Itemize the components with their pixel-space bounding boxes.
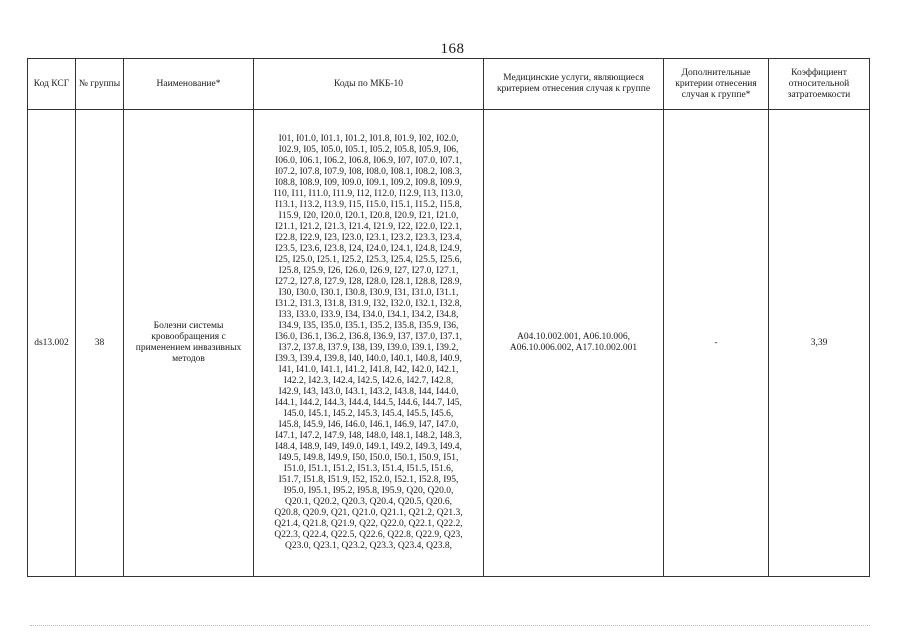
- mkb-code-line: I51.7, I51.8, I51.9, I52, I52.0, I52.1, I52.8, I95,: [278, 475, 459, 485]
- mkb-code-line: I31.2, I31.3, I31.8, I31.9, I32, I32.0, I32.1, I32.8,: [275, 299, 462, 309]
- mkb-code-line: I02.9, I05, I05.0, I05.1, I05.2, I05.8, I05.9, I06,: [278, 145, 459, 155]
- ksg-table: [27, 58, 870, 577]
- mkb-code-line: I39.3, I39.4, I39.8, I40, I40.0, I40.1, I40.8, I40.9,: [275, 354, 462, 364]
- service-code-line: A04.10.002.001, A06.10.006,: [517, 332, 630, 342]
- mkb-code-line: I08.8, I08.9, I09, I09.0, I09.1, I09.2, I09.8, I09.9,: [275, 178, 462, 188]
- header-services: Медицинские услуги, являющиеся критерием отнесения случая к группе: [484, 59, 664, 110]
- mkb-code-line: I44.1, I44.2, I44.3, I44.4, I44.5, I44.6, I44.7, I45,: [275, 398, 462, 408]
- mkb-code-line: I51.0, I51.1, I51.2, I51.3, I51.4, I51.5, I51.6,: [283, 464, 454, 474]
- header-code: Код КСГ: [28, 59, 76, 110]
- mkb-code-line: I25, I25.0, I25.1, I25.2, I25.3, I25.4, I25.5, I25.6,: [275, 255, 462, 265]
- table-header-row: [28, 59, 870, 110]
- mkb-code-line: I22.8, I22.9, I23, I23.0, I23.1, I23.2, I23.3, I23.4,: [275, 233, 462, 243]
- cell-name: Болезни системы кровообращения с применением инвазивных методов: [124, 110, 254, 577]
- header-name: Наименование*: [124, 59, 254, 110]
- header-mkb: Коды по МКБ-10: [254, 59, 484, 110]
- mkb-code-line: I95.0, I95.1, I95.2, I95.8, I95.9, Q20, Q20.0,: [283, 486, 454, 496]
- mkb-code-line: I30, I30.0, I30.1, I30.8, I30.9, I31, I31.0, I31.1,: [278, 288, 459, 298]
- cell-services: [484, 110, 664, 577]
- mkb-code-line: I06.0, I06.1, I06.2, I06.8, I06.9, I07, I07.0, I07.1,: [275, 156, 462, 166]
- mkb-code-line: Q20.1, Q20.2, Q20.3, Q20.4, Q20.5, Q20.6,: [284, 497, 453, 507]
- mkb-code-line: I36.0, I36.1, I36.2, I36.8, I36.9, I37, I37.0, I37.1,: [275, 332, 462, 342]
- page-number: 168: [440, 41, 465, 57]
- mkb-code-line: I42.9, I43, I43.0, I43.1, I43.2, I43.8, I44, I44.0,: [278, 387, 459, 397]
- mkb-code-line: I27.2, I27.8, I27.9, I28, I28.0, I28.1, I28.8, I28.9,: [275, 277, 462, 287]
- mkb-code-line: I07.2, I07.8, I07.9, I08, I08.0, I08.1, I08.2, I08.3,: [275, 167, 462, 177]
- mkb-code-line: I25.8, I25.9, I26, I26.0, I26.9, I27, I27.0, I27.1,: [278, 266, 459, 276]
- header-criteria: Дополнительные критерии отнесения случая к группе*: [664, 59, 769, 110]
- mkb-code-line: Q21.4, Q21.8, Q21.9, Q22, Q22.0, Q22.1, Q22.2,: [274, 519, 463, 529]
- mkb-code-line: I34.9, I35, I35.0, I35.1, I35.2, I35.8, I35.9, I36,: [278, 321, 459, 331]
- mkb-code-line: Q22.3, Q22.4, Q22.5, Q22.6, Q22.8, Q22.9, Q23,: [274, 530, 463, 540]
- mkb-code-line: I45.8, I45.9, I46, I46.0, I46.1, I46.9, I47, I47.0,: [278, 420, 459, 430]
- mkb-code-line: I41, I41.0, I41.1, I41.2, I41.8, I42, I42.0, I42.1,: [278, 365, 459, 375]
- cell-mkb-codes: [254, 110, 484, 577]
- header-coef: Коэффициент относительной затратоемкости: [769, 59, 870, 110]
- cell-group: 38: [76, 110, 124, 577]
- mkb-code-line: I49.5, I49.8, I49.9, I50, I50.0, I50.1, I50.9, I51,: [278, 453, 459, 463]
- mkb-code-line: I21.1, I21.2, I21.3, I21.4, I21.9, I22, I22.0, I22.1,: [275, 222, 462, 232]
- scan-bottom-edge: [30, 625, 870, 627]
- mkb-code-line: Q23.0, Q23.1, Q23.2, Q23.3, Q23.4, Q23.8,: [284, 541, 453, 551]
- mkb-code-line: I37.2, I37.8, I37.9, I38, I39, I39.0, I39.1, I39.2,: [278, 343, 459, 353]
- table-row: [28, 110, 870, 577]
- cell-code: ds13.002: [28, 110, 76, 577]
- header-group: № группы: [76, 59, 124, 110]
- mkb-code-line: I01, I01.0, I01.1, I01.2, I01.8, I01.9, I02, I02.0,: [278, 134, 459, 144]
- mkb-code-line: I10, I11, I11.0, I11.9, I12, I12.0, I12.9, I13, I13.0,: [274, 189, 463, 199]
- mkb-code-line: I33, I33.0, I33.9, I34, I34.0, I34.1, I34.2, I34.8,: [278, 310, 459, 320]
- mkb-code-line: I48.4, I48.9, I49, I49.0, I49.1, I49.2, I49.3, I49.4,: [275, 442, 462, 452]
- cell-criteria: -: [664, 110, 769, 577]
- mkb-code-line: I45.0, I45.1, I45.2, I45.3, I45.4, I45.5, I45.6,: [283, 409, 454, 419]
- mkb-code-line: Q20.8, Q20.9, Q21, Q21.0, Q21.1, Q21.2, Q21.3,: [274, 508, 463, 518]
- mkb-code-line: I23.5, I23.6, I23.8, I24, I24.0, I24.1, I24.8, I24.9,: [275, 244, 462, 254]
- cell-coef: 3,39: [769, 110, 870, 577]
- mkb-code-line: I47.1, I47.2, I47.9, I48, I48.0, I48.1, I48.2, I48.3,: [275, 431, 462, 441]
- mkb-code-line: I42.2, I42.3, I42.4, I42.5, I42.6, I42.7, I42.8,: [283, 376, 454, 386]
- mkb-code-line: I13.1, I13.2, I13.9, I15, I15.0, I15.1, I15.2, I15.8,: [275, 200, 462, 210]
- service-code-line: A06.10.006.002, A17.10.002.001: [509, 343, 638, 353]
- mkb-code-line: I15.9, I20, I20.0, I20.1, I20.8, I20.9, I21, I21.0,: [278, 211, 459, 221]
